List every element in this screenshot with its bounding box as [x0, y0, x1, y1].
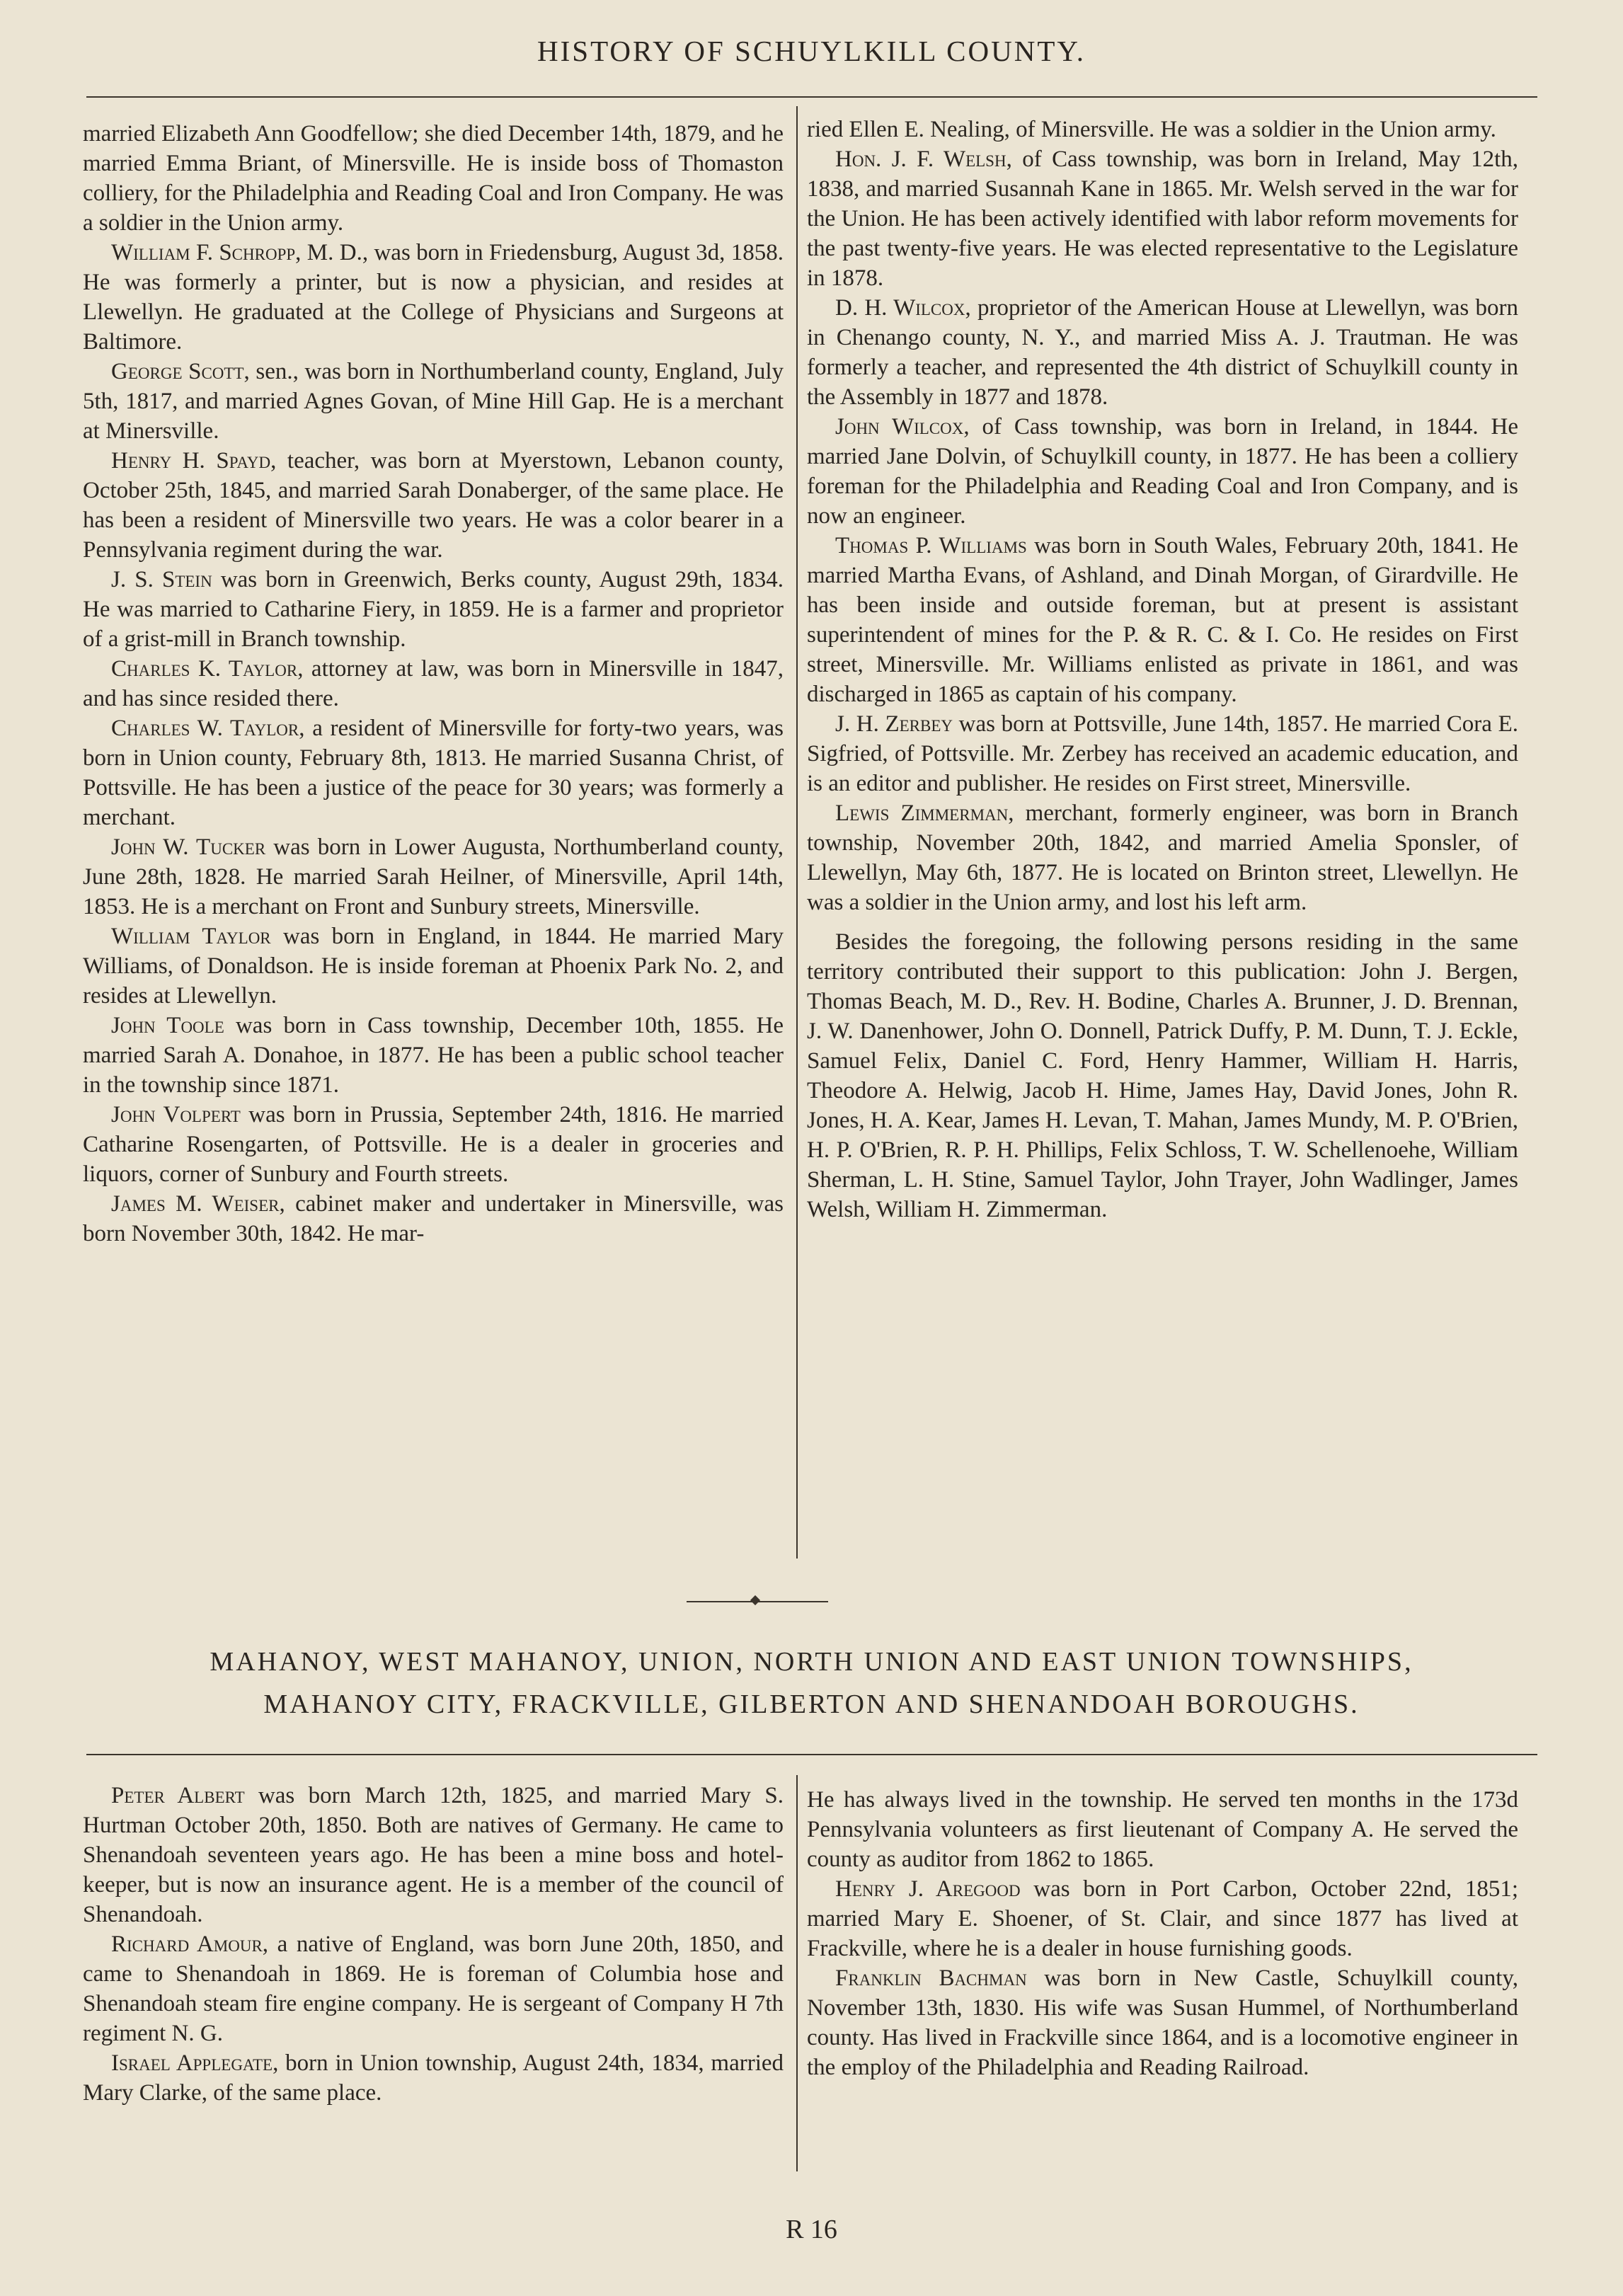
biography-entry [807, 798, 1518, 917]
entry-text: was born in Lower Augusta, Northumberland county, June 28th, 1828. He married Sarah Heilner, of Minersville, April 14th, 1853. He is a merchant on Front and Sunbury streets, Minersville. [83, 834, 784, 919]
entry-text: , a native of England, was born June 20th, 1850, and came to Shenandoah in 1869. He is foreman of Columbia hose and Shenandoah steam fire engine company. He is sergeant of Company H 7th regiment N. G. [83, 1931, 784, 2046]
entry-name: William Taylor [111, 924, 271, 949]
running-head: HISTORY OF SCHUYLKILL COUNTY. [537, 35, 1086, 67]
entry-name: John Toole [111, 1013, 224, 1038]
entry-text: , proprietor of the American House at Llewellyn, was born in Chenango county, N. Y., and married Miss A. J. Trautman. He was formerly a teacher, and represented the 4th district of Schuylkill county in the Assembly in 1877 and 1878. [807, 295, 1518, 410]
entry-name: Richard Amour [111, 1931, 263, 1957]
section-ornament [687, 1601, 828, 1602]
entry-text: was born in New Castle, Schuylkill county, November 13th, 1830. His wife was Susan Hummel, of Northumberland county. Has lived in Frackville since 1864, and is a locomotive engineer in the employ of the Philadelphia and Reading Railroad. [807, 1965, 1518, 2080]
entry-name: John Volpert [111, 1102, 241, 1127]
entry-name: Lewis Zimmerman [835, 800, 1009, 826]
entry-name: James M. Weiser [111, 1191, 280, 1217]
entry-name: Henry J. Aregood [835, 1876, 1021, 1902]
entry-text: , born in Union township, August 24th, 1834, married Mary Clarke, of the same place. [83, 2050, 784, 2106]
entry-text: , sen., was born in Northumberland county, England, July 5th, 1817, and married Agnes Govan, of Mine Hill Gap. He is a merchant at Minersville. [83, 359, 784, 444]
entry-text: was born March 12th, 1825, and married Mary S. Hurtman October 20th, 1850. Both are natives of Germany. He came to Shenandoah seventeen years ago. He has been a mine boss and hotel-keeper, but is now an insurance agent. He is a member of the council of Shenandoah. [83, 1783, 784, 1927]
entry-text: was born in Greenwich, Berks county, August 29th, 1834. He was married to Catharine Fiery, in 1859. He is a farmer and proprietor of a grist-mill in Branch township. [83, 567, 784, 652]
biography-entry [807, 412, 1518, 531]
biography-entry [807, 115, 1518, 144]
section-title-line-2: MAHANOY CITY, FRACKVILLE, GILBERTON AND SHENANDOAH BOROUGHS. [263, 1689, 1360, 1719]
entry-name: Franklin Bachman [835, 1965, 1027, 1991]
biography-entry [83, 1011, 784, 1100]
biography-entry [83, 2048, 784, 2108]
entry-name: Henry H. Spayd [111, 448, 271, 473]
entry-text: was born in South Wales, February 20th, 1841. He married Martha Evans, of Ashland, and Dinah Morgan, of Girardville. He has been inside and outside foreman, but at present is assistant superintendent of mines for the P. & R. C. & I. Co. He resides on First street, Minersville. Mr. Williams enlisted as private in 1861, and was discharged in 1865 as captain of his company. [807, 533, 1518, 707]
biography-entry [83, 1100, 784, 1189]
entry-text: , cabinet maker and undertaker in Minersville, was born November 30th, 1842. He mar- [83, 1191, 784, 1246]
entry-text: was born at Pottsville, June 14th, 1857. He married Cora E. Sigfried, of Pottsville. Mr. Zerbey has received an academic education, and is an editor and publisher. He resides on First street, Minersville. [807, 711, 1518, 796]
biography-entry [83, 713, 784, 832]
entry-text: Besides the foregoing, the following persons residing in the same territory contributed their support to this publication: John J. Bergen, Thomas Beach, M. D., Rev. H. Bodine, Charles A. Brunner, J. D. Brennan, J. W. Danenhower, John O. Donnell, Patrick Duffy, P. M. Dunn, T. J. Eckle, Samuel Felix, Daniel C. Ford, Henry Hammer, William H. Harris, Theodore A. Helwig, Jacob H. Hime, James Hay, David Jones, John R. Jones, H. A. Kear, James H. Levan, T. Mahan, James Mundy, M. P. O'Brien, H. P. O'Brien, R. P. H. Phillips, Felix Schloss, T. W. Schellenoehe, William Sherman, L. H. Stine, Samuel Taylor, John Trayer, John Wadlinger, James Welsh, William H. Zimmerman. [807, 929, 1518, 1222]
entry-text: married Elizabeth Ann Goodfellow; she died December 14th, 1879, and he married Emma Briant, of Minersville. He is inside boss of Thomaston colliery, for the Philadelphia and Reading Coal and Iron Company. He was a soldier in the Union army. [83, 121, 784, 236]
entry-text: , merchant, formerly engineer, was born in Branch township, November 20th, 1842, and married Amelia Sponsler, of Llewellyn, May 6th, 1877. He is located on Brinton street, Llewellyn. He was a soldier in the Union army, and lost his left arm. [807, 800, 1518, 915]
biography-entry [83, 238, 784, 357]
entry-name: J. S. Stein [111, 567, 212, 592]
bottom-right-column [807, 1785, 1518, 2082]
entry-text: , a resident of Minersville for forty-two years, was born in Union county, February 8th, 1813. He married Susanna Christ, of Pottsville. He has been a justice of the peace for 30 years; was formerly a merchant. [83, 716, 784, 830]
entry-name: Hon. J. F. Welsh [835, 147, 1007, 172]
entry-name: Thomas P. Williams [835, 533, 1027, 558]
bottom-left-column [83, 1781, 784, 2108]
bottom-column-divider [796, 1775, 798, 2171]
biography-entry [83, 832, 784, 922]
biography-entry [807, 709, 1518, 798]
biography-entry [807, 1963, 1518, 2082]
entry-text: , of Cass township, was born in Ireland, May 12th, 1838, and married Susannah Kane in 1865. Mr. Welsh served in the war for the Union. He has been actively identified with labor reform movements for the past twenty-five years. He was elected representative to the Legislature in 1878. [807, 147, 1519, 291]
entry-text: , attorney at law, was born in Minersville in 1847, and has since resided there. [83, 656, 784, 711]
section-title-line-1: MAHANOY, WEST MAHANOY, UNION, NORTH UNION AND EAST UNION TOWNSHIPS, [210, 1647, 1413, 1677]
top-right-column [807, 115, 1518, 1224]
entry-text: was born in Port Carbon, October 22nd, 1851; married Mary E. Shoener, of St. Clair, and since 1877 has lived at Frackville, where he is a dealer in house furnishing goods. [807, 1876, 1519, 1961]
entry-name: J. H. Zerbey [835, 711, 953, 737]
page-folio: R 16 [786, 2215, 837, 2244]
entry-name: Charles K. Taylor [111, 656, 298, 682]
biography-entry [83, 922, 784, 1011]
biography-entry [83, 446, 784, 565]
biography-entry [807, 293, 1518, 412]
entry-name: D. H. Wilcox [835, 295, 965, 321]
entry-name: Charles W. Taylor [111, 716, 299, 741]
entry-text: He has always lived in the township. He served ten months in the 173d Pennsylvania volunteers as first lieutenant of Company A. He served the county as auditor from 1862 to 1865. [807, 1787, 1518, 1872]
entry-text: was born in Cass township, December 10th, 1855. He married Sarah A. Donahoe, in 1877. He has been a public school teacher in the township since 1871. [83, 1013, 784, 1098]
entry-name: Israel Applegate [111, 2050, 273, 2076]
biography-entry [83, 119, 784, 238]
biography-entry [83, 357, 784, 446]
entry-text: was born in Prussia, September 24th, 1816. He married Catharine Rosengarten, of Pottsville. He is a dealer in groceries and liquors, corner of Sunbury and Fourth streets. [83, 1102, 784, 1187]
entry-text: , M. D., was born in Friedensburg, August 3d, 1858. He was formerly a printer, but is now a physician, and resides at Llewellyn. He graduated at the College of Physicians and Surgeons at Baltimore. [83, 240, 784, 355]
top-column-divider [796, 106, 798, 1559]
top-left-column [83, 119, 784, 1249]
entry-name: George Scott [111, 359, 244, 384]
biography-entry [807, 1874, 1518, 1963]
entry-text: was born in England, in 1844. He married Mary Williams, of Donaldson. He is inside foreman at Phoenix Park No. 2, and resides at Llewellyn. [83, 924, 784, 1009]
biography-entry [807, 927, 1518, 1224]
entry-text: , of Cass township, was born in Ireland, in 1844. He married Jane Dolvin, of Schuylkill county, in 1877. He has been a colliery foreman for the Philadelphia and Reading Coal and Iron Company, and is now an engineer. [807, 414, 1518, 529]
entry-name: William F. Schropp [111, 240, 296, 265]
biography-entry [807, 531, 1518, 709]
biography-entry [83, 1929, 784, 2048]
entry-name: Peter Albert [111, 1783, 245, 1808]
entry-name: John W. Tucker [111, 834, 266, 860]
top-rule [86, 96, 1537, 98]
biography-entry [83, 1189, 784, 1249]
biography-entry [83, 1781, 784, 1929]
biography-entry [83, 654, 784, 713]
biography-entry [83, 565, 784, 654]
section-rule [86, 1754, 1537, 1755]
biography-entry [807, 1785, 1518, 1874]
entry-text: ried Ellen E. Nealing, of Minersville. He was a soldier in the Union army. [807, 117, 1496, 142]
entry-name: John Wilcox [835, 414, 964, 440]
entry-text: , teacher, was born at Myerstown, Lebanon county, October 25th, 1845, and married Sarah Donaberger, of the same place. He has been a resident of Minersville two years. He was a color bearer in a Pennsylvania regiment during the war. [83, 448, 784, 563]
biography-entry [807, 144, 1518, 293]
